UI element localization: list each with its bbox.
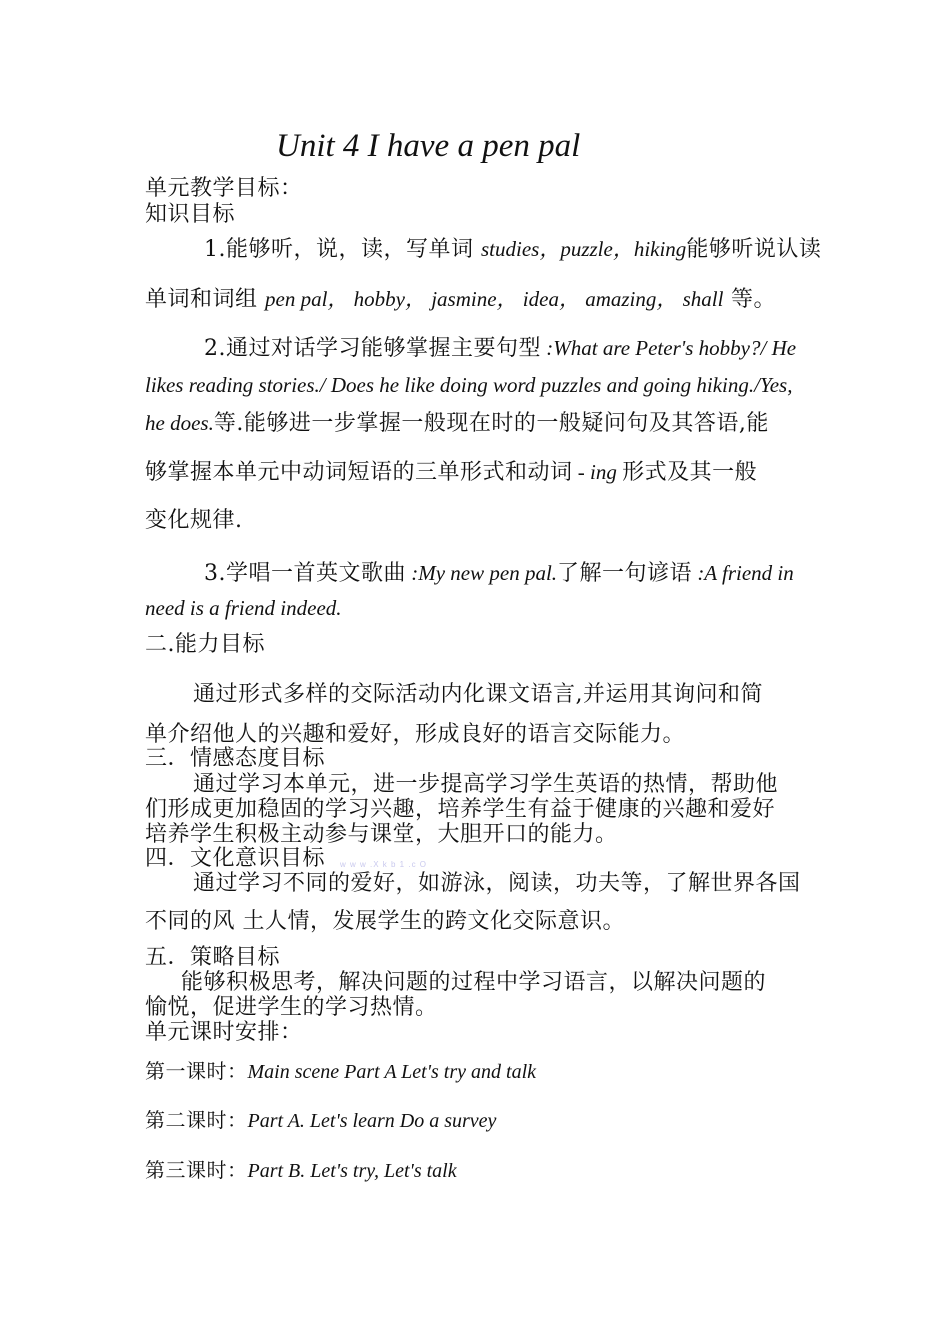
knowledge-item2-text-f: 够掌握本单元中动词短语的三单形式和动词 [145, 460, 573, 485]
watermark-text: w w w .X k b 1 .c O [340, 860, 428, 869]
schedule-heading: 单元课时安排： [145, 1020, 303, 1045]
knowledge-item3-text-c: 了解一句谚语 [557, 561, 693, 586]
unit-goals-heading: 单元教学目标： [145, 176, 303, 201]
knowledge-item2-line3 [145, 410, 769, 437]
knowledge-item2-line2: likes reading stories./ Does he like doing word puzzles and going hiking./Yes, [145, 373, 793, 397]
ability-line2: 单介绍他人的兴趣和爱好，形成良好的语言交际能力。 [145, 722, 686, 747]
knowledge-item3-proverb-a: :A friend in [692, 561, 794, 585]
emotion-line1: 通过学习本单元，进一步提高学习学生英语的热情，帮助他 [193, 772, 779, 797]
knowledge-item3-text-a: 3.学唱一首英文歌曲 [204, 561, 406, 586]
knowledge-item3-line1 [204, 560, 794, 587]
knowledge-item3-song: :My new pen pal. [406, 561, 558, 585]
emotion-line2: 们形成更加稳固的学习兴趣，培养学生有益于健康的兴趣和爱好 [145, 797, 776, 822]
knowledge-heading: 知识目标 [145, 202, 236, 227]
knowledge-item1-line2 [145, 286, 776, 313]
knowledge-item1-text-d: 单词和词组 [145, 287, 265, 312]
knowledge-item2-text-a: 2.通过对话学习能够掌握主要句型 [204, 336, 541, 361]
knowledge-item2-line5: 变化规律. [145, 508, 243, 533]
knowledge-item3-line2: need is a friend indeed. [145, 596, 342, 620]
strategy-line2: 愉悦，促进学生的学习热情。 [145, 995, 438, 1020]
knowledge-item1-phrases: pen pal， hobby， jasmine， idea， amazing， shall [265, 287, 724, 311]
document-title: Unit 4 I have a pen pal [276, 128, 581, 164]
culture-line1: 通过学习不同的爱好，如游泳，阅读，功夫等，了解世界各国 [193, 871, 801, 896]
schedule-item-text: Part A. Let's learn Do a survey [247, 1110, 497, 1132]
knowledge-item2-line4 [145, 459, 757, 486]
emotion-line3: 培养学生积极主动参与课堂，大胆开口的能力。 [145, 822, 618, 847]
strategy-heading: 五．策略目标 [145, 945, 281, 970]
knowledge-item1-text-f: 等。 [723, 287, 776, 312]
schedule-item-label: 第三课时： [145, 1158, 248, 1182]
ability-line1: 通过形式多样的交际活动内化课文语言,并运用其询问和简 [193, 682, 763, 707]
schedule-item-text: Part B. Let's try, Let's talk [247, 1160, 457, 1182]
schedule-item-label: 第一课时： [145, 1059, 248, 1083]
ability-heading: 二.能力目标 [145, 632, 265, 657]
schedule-item [145, 1058, 536, 1085]
knowledge-item2-line1 [204, 335, 796, 362]
knowledge-item1-text-a: 1.能够听，说，读，写单词 [204, 237, 481, 262]
schedule-item-label: 第二课时： [145, 1108, 248, 1132]
knowledge-item1-line1 [204, 236, 821, 263]
schedule-item [145, 1157, 457, 1184]
schedule-item-text: Main scene Part A Let's try and talk [247, 1061, 537, 1083]
culture-heading: 四．文化意识目标 [145, 846, 326, 871]
strategy-line1: 能够积极思考，解决问题的过程中学习语言，以解决问题的 [181, 970, 767, 995]
knowledge-item1-text-c: 能够听说认读 [686, 237, 822, 262]
culture-line2: 不同的风 土人情，发展学生的跨文化交际意识。 [145, 909, 625, 934]
knowledge-item2-pattern-a: :What are Peter's hobby?/ He [541, 336, 797, 360]
knowledge-item2-text-h: 形式及其一般 [622, 460, 758, 485]
knowledge-item1-words: studies，puzzle，hiking [480, 237, 687, 261]
knowledge-item2-text-e: 等.能够进一步掌握一般现在时的一般疑问句及其答语,能 [213, 411, 769, 436]
knowledge-item2-pattern-d: he does. [145, 411, 214, 435]
emotion-heading: 三．情感态度目标 [145, 746, 326, 771]
knowledge-item2-ing: - ing [572, 460, 623, 484]
schedule-item [145, 1107, 496, 1134]
